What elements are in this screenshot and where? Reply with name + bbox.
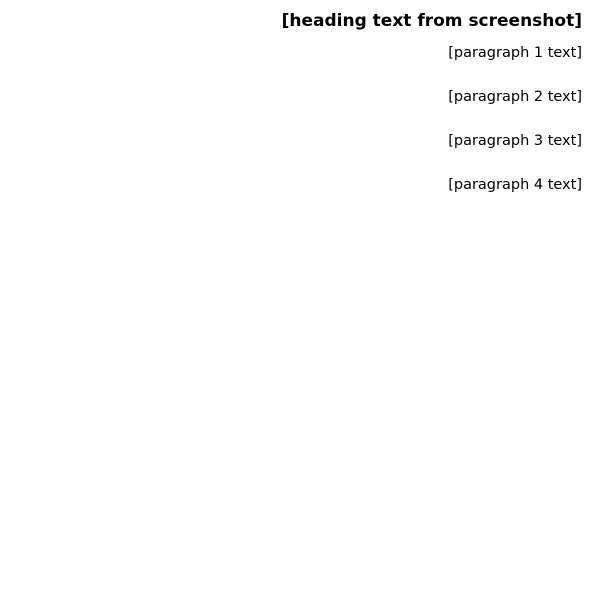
article-paragraph-4: [paragraph 4 text]	[448, 177, 582, 193]
article-paragraph-2: [paragraph 2 text]	[448, 89, 582, 105]
article-paragraph-1: [paragraph 1 text]	[448, 45, 582, 61]
article-heading: [heading text from screenshot]	[281, 11, 582, 31]
article-paragraph-3: [paragraph 3 text]	[448, 133, 582, 149]
